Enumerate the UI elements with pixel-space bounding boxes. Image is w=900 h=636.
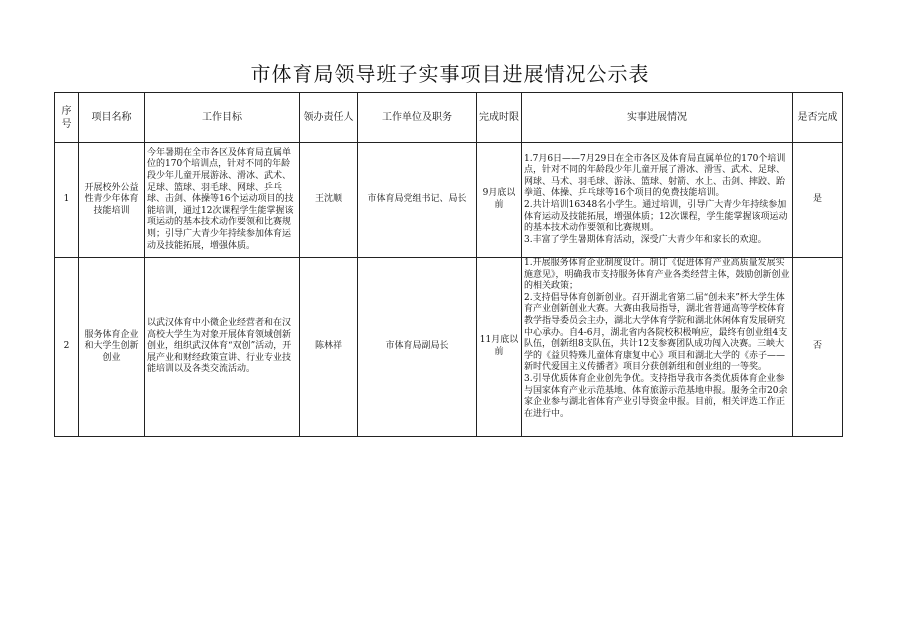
header-deadline: 完成时限 (477, 93, 522, 143)
progress-item: 2.共计培训16348名小学生。通过培训，引导广大青少年持续参加体育运动及技能拓展，增强体质；12次课程，学生能掌握该项运动的基本技术动作要领和比赛规则。 (524, 200, 788, 234)
cell-done: 否 (793, 258, 843, 437)
progress-item: 1.7月6日——7月29日在全市各区及体育局直属单位的170个培训点，针对不同的年龄段少年儿童开展了滑冰、滑雪、武术、足球、网球、马术、羽毛球、游泳、篮球、射箭、水上、击剑、摔跤、跆拳道、体操、乒乓球等16个项目的免费技能培训。 (524, 153, 786, 199)
progress-item: 3.引导优质体育企业创先争优。支持指导我市各类优质体育企业参与国家体育产业示范基地、体育旅游示范基地申报。服务全市20余家企业参与湖北省体育产业引导资金申报。目前，相关评选工作正在进行中。 (524, 373, 788, 419)
cell-leader: 王沈顺 (300, 143, 358, 258)
header-name: 项目名称 (79, 93, 145, 143)
header-unit: 工作单位及职务 (358, 93, 477, 143)
cell-project-name: 开展校外公益性青少年体育技能培训 (79, 143, 145, 258)
cell-done: 是 (793, 143, 843, 258)
table-row (55, 143, 843, 258)
cell-progress (522, 258, 793, 437)
cell-deadline: 11月底以前 (477, 258, 522, 437)
cell-unit: 市体育局党组书记、局长 (358, 143, 477, 258)
header-progress: 实事进展情况 (522, 93, 793, 143)
header-leader: 领办责任人 (300, 93, 358, 143)
progress-item: 1.开展服务体育企业制度设计。制订《促进体育产业高质量发展实施意见》，明确我市支持服务体育产业各类经营主体，鼓励创新创业的相关政策； (524, 258, 790, 292)
header-seq: 序号 (55, 93, 79, 143)
table-row (55, 258, 843, 437)
cell-leader: 陈林祥 (300, 258, 358, 437)
cell-goal: 以武汉体育中小微企业经营者和在汉高校大学生为对象开展体育领域创新创业，组织武汉体育“双创”活动，开展产业和财经政策宣讲、行业专业技能培训以及各类交流活动。 (145, 258, 300, 437)
cell-progress (522, 143, 793, 258)
cell-project-name: 服务体育企业和大学生创新创业 (79, 258, 145, 437)
progress-table (54, 92, 843, 437)
page-title: 市体育局领导班子实事项目进展情况公示表 (250, 62, 650, 86)
header-row (55, 93, 843, 143)
progress-item: 2.支持倡导体育创新创业。召开湖北省第二届“创未来”杯大学生体育产业创新创业大赛。大赛由我局指导，湖北省普通高等学校体育教学指导委员会主办，湖北大学体育学院和湖北休闲体育发展研究中心承办。自4-6月，湖北省内各院校积极响应，最终有创业组4支队伍，创新组8支队伍，共计12支参赛团队成功闯入决赛。三峡大学的《益贝特殊儿童体育康复中心》项目和湖北大学的《赤子——新时代爱国主义传播者》项目分获创新组和创业组的一等奖。 (524, 292, 788, 373)
progress-item: 3.丰富了学生暑期体育活动，深受广大青少年和家长的欢迎。 (524, 234, 767, 245)
cell-deadline: 9月底以前 (477, 143, 522, 258)
cell-seq: 2 (55, 258, 79, 437)
cell-unit: 市体育局副局长 (358, 258, 477, 437)
cell-seq: 1 (55, 143, 79, 258)
header-goal: 工作目标 (145, 93, 300, 143)
header-done: 是否完成 (793, 93, 843, 143)
cell-goal: 今年暑期在全市各区及体育局直属单位的170个培训点，针对不同的年龄段少年儿童开展游泳、滑冰、武术、足球、篮球、羽毛球、网球、乒乓球、击剑、体操等16个运动项目的技能培训，通过12次课程学生能掌握该项运动的基本技术动作要领和比赛规则；引导广大青少年持续参加体育运动及技能拓展，增强体质。 (145, 143, 300, 258)
